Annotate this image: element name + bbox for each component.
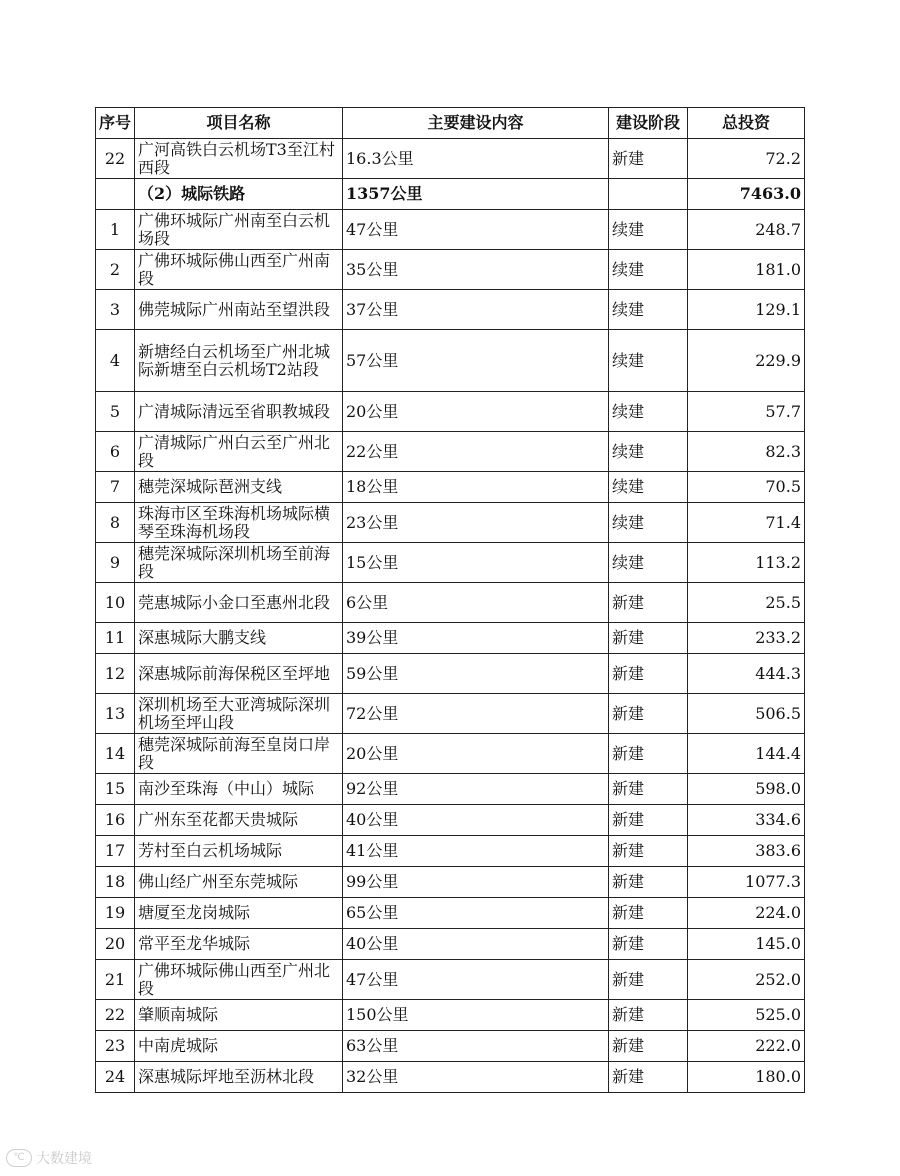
table-row bbox=[96, 290, 805, 330]
table-row bbox=[96, 960, 805, 1000]
table-row bbox=[96, 250, 805, 290]
row-main-content: 40公里 bbox=[343, 805, 609, 836]
row-number: 11 bbox=[96, 623, 135, 654]
row-number: 1 bbox=[96, 210, 135, 250]
row-stage: 续建 bbox=[609, 250, 688, 290]
row-number: 7 bbox=[96, 472, 135, 503]
row-number: 23 bbox=[96, 1031, 135, 1062]
row-number: 19 bbox=[96, 898, 135, 929]
row-investment: 233.2 bbox=[688, 623, 805, 654]
row-stage: 新建 bbox=[609, 583, 688, 623]
row-number: 22 bbox=[96, 139, 135, 179]
row-number: 20 bbox=[96, 929, 135, 960]
row-investment: 383.6 bbox=[688, 836, 805, 867]
row-investment: 113.2 bbox=[688, 543, 805, 583]
row-number: 12 bbox=[96, 654, 135, 694]
row-project-name: 深惠城际前海保税区至坪地 bbox=[135, 654, 343, 694]
row-project-name: 南沙至珠海（中山）城际 bbox=[135, 774, 343, 805]
row-stage: 续建 bbox=[609, 210, 688, 250]
row-number: 22 bbox=[96, 1000, 135, 1031]
row-main-content: 72公里 bbox=[343, 694, 609, 734]
row-stage: 新建 bbox=[609, 623, 688, 654]
row-stage: 续建 bbox=[609, 392, 688, 432]
row-stage: 续建 bbox=[609, 330, 688, 392]
row-stage: 新建 bbox=[609, 898, 688, 929]
table-row bbox=[96, 654, 805, 694]
row-investment: 506.5 bbox=[688, 694, 805, 734]
row-main-content: 1357公里 bbox=[343, 179, 609, 210]
row-main-content: 16.3公里 bbox=[343, 139, 609, 179]
row-main-content: 32公里 bbox=[343, 1062, 609, 1093]
row-main-content: 15公里 bbox=[343, 543, 609, 583]
row-investment: 1077.3 bbox=[688, 867, 805, 898]
row-main-content: 59公里 bbox=[343, 654, 609, 694]
row-investment: 444.3 bbox=[688, 654, 805, 694]
row-stage: 新建 bbox=[609, 654, 688, 694]
row-investment: 145.0 bbox=[688, 929, 805, 960]
row-main-content: 99公里 bbox=[343, 867, 609, 898]
row-project-name: 穗莞深城际前海至皇岗口岸段 bbox=[135, 734, 343, 774]
row-stage: 续建 bbox=[609, 543, 688, 583]
row-stage: 续建 bbox=[609, 432, 688, 472]
row-number: 9 bbox=[96, 543, 135, 583]
table-row bbox=[96, 1031, 805, 1062]
row-investment: 72.2 bbox=[688, 139, 805, 179]
row-main-content: 92公里 bbox=[343, 774, 609, 805]
table-row bbox=[96, 139, 805, 179]
row-project-name: 肇顺南城际 bbox=[135, 1000, 343, 1031]
row-project-name: 广州东至花都天贵城际 bbox=[135, 805, 343, 836]
row-stage bbox=[609, 179, 688, 210]
table-row bbox=[96, 1000, 805, 1031]
row-main-content: 40公里 bbox=[343, 929, 609, 960]
row-main-content: 63公里 bbox=[343, 1031, 609, 1062]
row-investment: 252.0 bbox=[688, 960, 805, 1000]
table-row bbox=[96, 694, 805, 734]
row-project-name: 广河高铁白云机场T3至江村西段 bbox=[135, 139, 343, 179]
row-number: 14 bbox=[96, 734, 135, 774]
row-main-content: 47公里 bbox=[343, 210, 609, 250]
row-stage: 新建 bbox=[609, 1031, 688, 1062]
row-project-name: 新塘经白云机场至广州北城际新塘至白云机场T2站段 bbox=[135, 330, 343, 392]
row-investment: 57.7 bbox=[688, 392, 805, 432]
row-number: 8 bbox=[96, 503, 135, 543]
row-stage: 新建 bbox=[609, 960, 688, 1000]
table-row bbox=[96, 432, 805, 472]
row-number: 2 bbox=[96, 250, 135, 290]
row-project-name: 广佛环城际佛山西至广州北段 bbox=[135, 960, 343, 1000]
row-investment: 180.0 bbox=[688, 1062, 805, 1093]
row-stage: 新建 bbox=[609, 867, 688, 898]
row-investment: 224.0 bbox=[688, 898, 805, 929]
row-number: 10 bbox=[96, 583, 135, 623]
row-main-content: 20公里 bbox=[343, 392, 609, 432]
table-row bbox=[96, 836, 805, 867]
row-number: 15 bbox=[96, 774, 135, 805]
table-row bbox=[96, 392, 805, 432]
row-stage: 新建 bbox=[609, 1062, 688, 1093]
watermark-text: 大数建境 bbox=[36, 1151, 92, 1167]
table-row bbox=[96, 503, 805, 543]
row-investment: 70.5 bbox=[688, 472, 805, 503]
row-stage: 新建 bbox=[609, 836, 688, 867]
row-main-content: 41公里 bbox=[343, 836, 609, 867]
header-investment: 总投资 bbox=[688, 108, 805, 139]
project-table bbox=[95, 107, 805, 1093]
row-investment: 334.6 bbox=[688, 805, 805, 836]
table-row bbox=[96, 805, 805, 836]
row-main-content: 23公里 bbox=[343, 503, 609, 543]
row-investment: 129.1 bbox=[688, 290, 805, 330]
row-stage: 新建 bbox=[609, 694, 688, 734]
table-row bbox=[96, 867, 805, 898]
table-row bbox=[96, 898, 805, 929]
row-project-name: 珠海市区至珠海机场城际横琴至珠海机场段 bbox=[135, 503, 343, 543]
row-investment: 525.0 bbox=[688, 1000, 805, 1031]
row-investment: 7463.0 bbox=[688, 179, 805, 210]
row-project-name: 深惠城际大鹏支线 bbox=[135, 623, 343, 654]
row-stage: 续建 bbox=[609, 290, 688, 330]
table-row bbox=[96, 774, 805, 805]
table-row bbox=[96, 472, 805, 503]
row-main-content: 6公里 bbox=[343, 583, 609, 623]
row-project-name: 广佛环城际佛山西至广州南段 bbox=[135, 250, 343, 290]
header-project-name: 项目名称 bbox=[135, 108, 343, 139]
row-project-name: 常平至龙华城际 bbox=[135, 929, 343, 960]
table-row bbox=[96, 929, 805, 960]
row-number: 3 bbox=[96, 290, 135, 330]
row-project-name: 穗莞深城际琶洲支线 bbox=[135, 472, 343, 503]
table-row bbox=[96, 623, 805, 654]
watermark-logo-icon: ℃ bbox=[6, 1149, 32, 1167]
header-main-content: 主要建设内容 bbox=[343, 108, 609, 139]
header-stage: 建设阶段 bbox=[609, 108, 688, 139]
table-body bbox=[96, 139, 805, 1093]
table-row bbox=[96, 1062, 805, 1093]
row-investment: 222.0 bbox=[688, 1031, 805, 1062]
table-header-row bbox=[96, 108, 805, 139]
row-stage: 新建 bbox=[609, 734, 688, 774]
row-project-name: 佛莞城际广州南站至望洪段 bbox=[135, 290, 343, 330]
row-investment: 82.3 bbox=[688, 432, 805, 472]
row-project-name: 中南虎城际 bbox=[135, 1031, 343, 1062]
row-number: 4 bbox=[96, 330, 135, 392]
row-main-content: 37公里 bbox=[343, 290, 609, 330]
row-main-content: 20公里 bbox=[343, 734, 609, 774]
row-investment: 598.0 bbox=[688, 774, 805, 805]
row-stage: 新建 bbox=[609, 139, 688, 179]
row-main-content: 65公里 bbox=[343, 898, 609, 929]
table-group-row bbox=[96, 179, 805, 210]
row-number: 16 bbox=[96, 805, 135, 836]
row-project-name: 塘厦至龙岗城际 bbox=[135, 898, 343, 929]
row-project-name: 芳村至白云机场城际 bbox=[135, 836, 343, 867]
row-main-content: 47公里 bbox=[343, 960, 609, 1000]
header-no: 序号 bbox=[96, 108, 135, 139]
row-number: 5 bbox=[96, 392, 135, 432]
row-project-name: 广清城际广州白云至广州北段 bbox=[135, 432, 343, 472]
row-number: 24 bbox=[96, 1062, 135, 1093]
row-main-content: 57公里 bbox=[343, 330, 609, 392]
row-investment: 229.9 bbox=[688, 330, 805, 392]
row-project-name: 深圳机场至大亚湾城际深圳机场至坪山段 bbox=[135, 694, 343, 734]
row-number: 13 bbox=[96, 694, 135, 734]
row-number: 21 bbox=[96, 960, 135, 1000]
row-stage: 新建 bbox=[609, 774, 688, 805]
row-number: 17 bbox=[96, 836, 135, 867]
row-project-name: 穗莞深城际深圳机场至前海段 bbox=[135, 543, 343, 583]
row-investment: 181.0 bbox=[688, 250, 805, 290]
table-row bbox=[96, 734, 805, 774]
row-main-content: 35公里 bbox=[343, 250, 609, 290]
table-row bbox=[96, 330, 805, 392]
row-stage: 新建 bbox=[609, 1000, 688, 1031]
table-row bbox=[96, 583, 805, 623]
row-stage: 新建 bbox=[609, 929, 688, 960]
row-number bbox=[96, 179, 135, 210]
row-main-content: 22公里 bbox=[343, 432, 609, 472]
row-main-content: 39公里 bbox=[343, 623, 609, 654]
row-project-name: 佛山经广州至东莞城际 bbox=[135, 867, 343, 898]
row-project-name: 广清城际清远至省职教城段 bbox=[135, 392, 343, 432]
row-stage: 续建 bbox=[609, 472, 688, 503]
row-number: 18 bbox=[96, 867, 135, 898]
row-investment: 144.4 bbox=[688, 734, 805, 774]
row-stage: 续建 bbox=[609, 503, 688, 543]
row-number: 6 bbox=[96, 432, 135, 472]
row-project-name: 深惠城际坪地至沥林北段 bbox=[135, 1062, 343, 1093]
row-project-name: 莞惠城际小金口至惠州北段 bbox=[135, 583, 343, 623]
row-project-name: （2）城际铁路 bbox=[135, 179, 343, 210]
row-main-content: 150公里 bbox=[343, 1000, 609, 1031]
row-investment: 71.4 bbox=[688, 503, 805, 543]
row-investment: 25.5 bbox=[688, 583, 805, 623]
row-main-content: 18公里 bbox=[343, 472, 609, 503]
table-row bbox=[96, 210, 805, 250]
table-row bbox=[96, 543, 805, 583]
row-investment: 248.7 bbox=[688, 210, 805, 250]
row-project-name: 广佛环城际广州南至白云机场段 bbox=[135, 210, 343, 250]
watermark bbox=[6, 1148, 92, 1168]
row-stage: 新建 bbox=[609, 805, 688, 836]
